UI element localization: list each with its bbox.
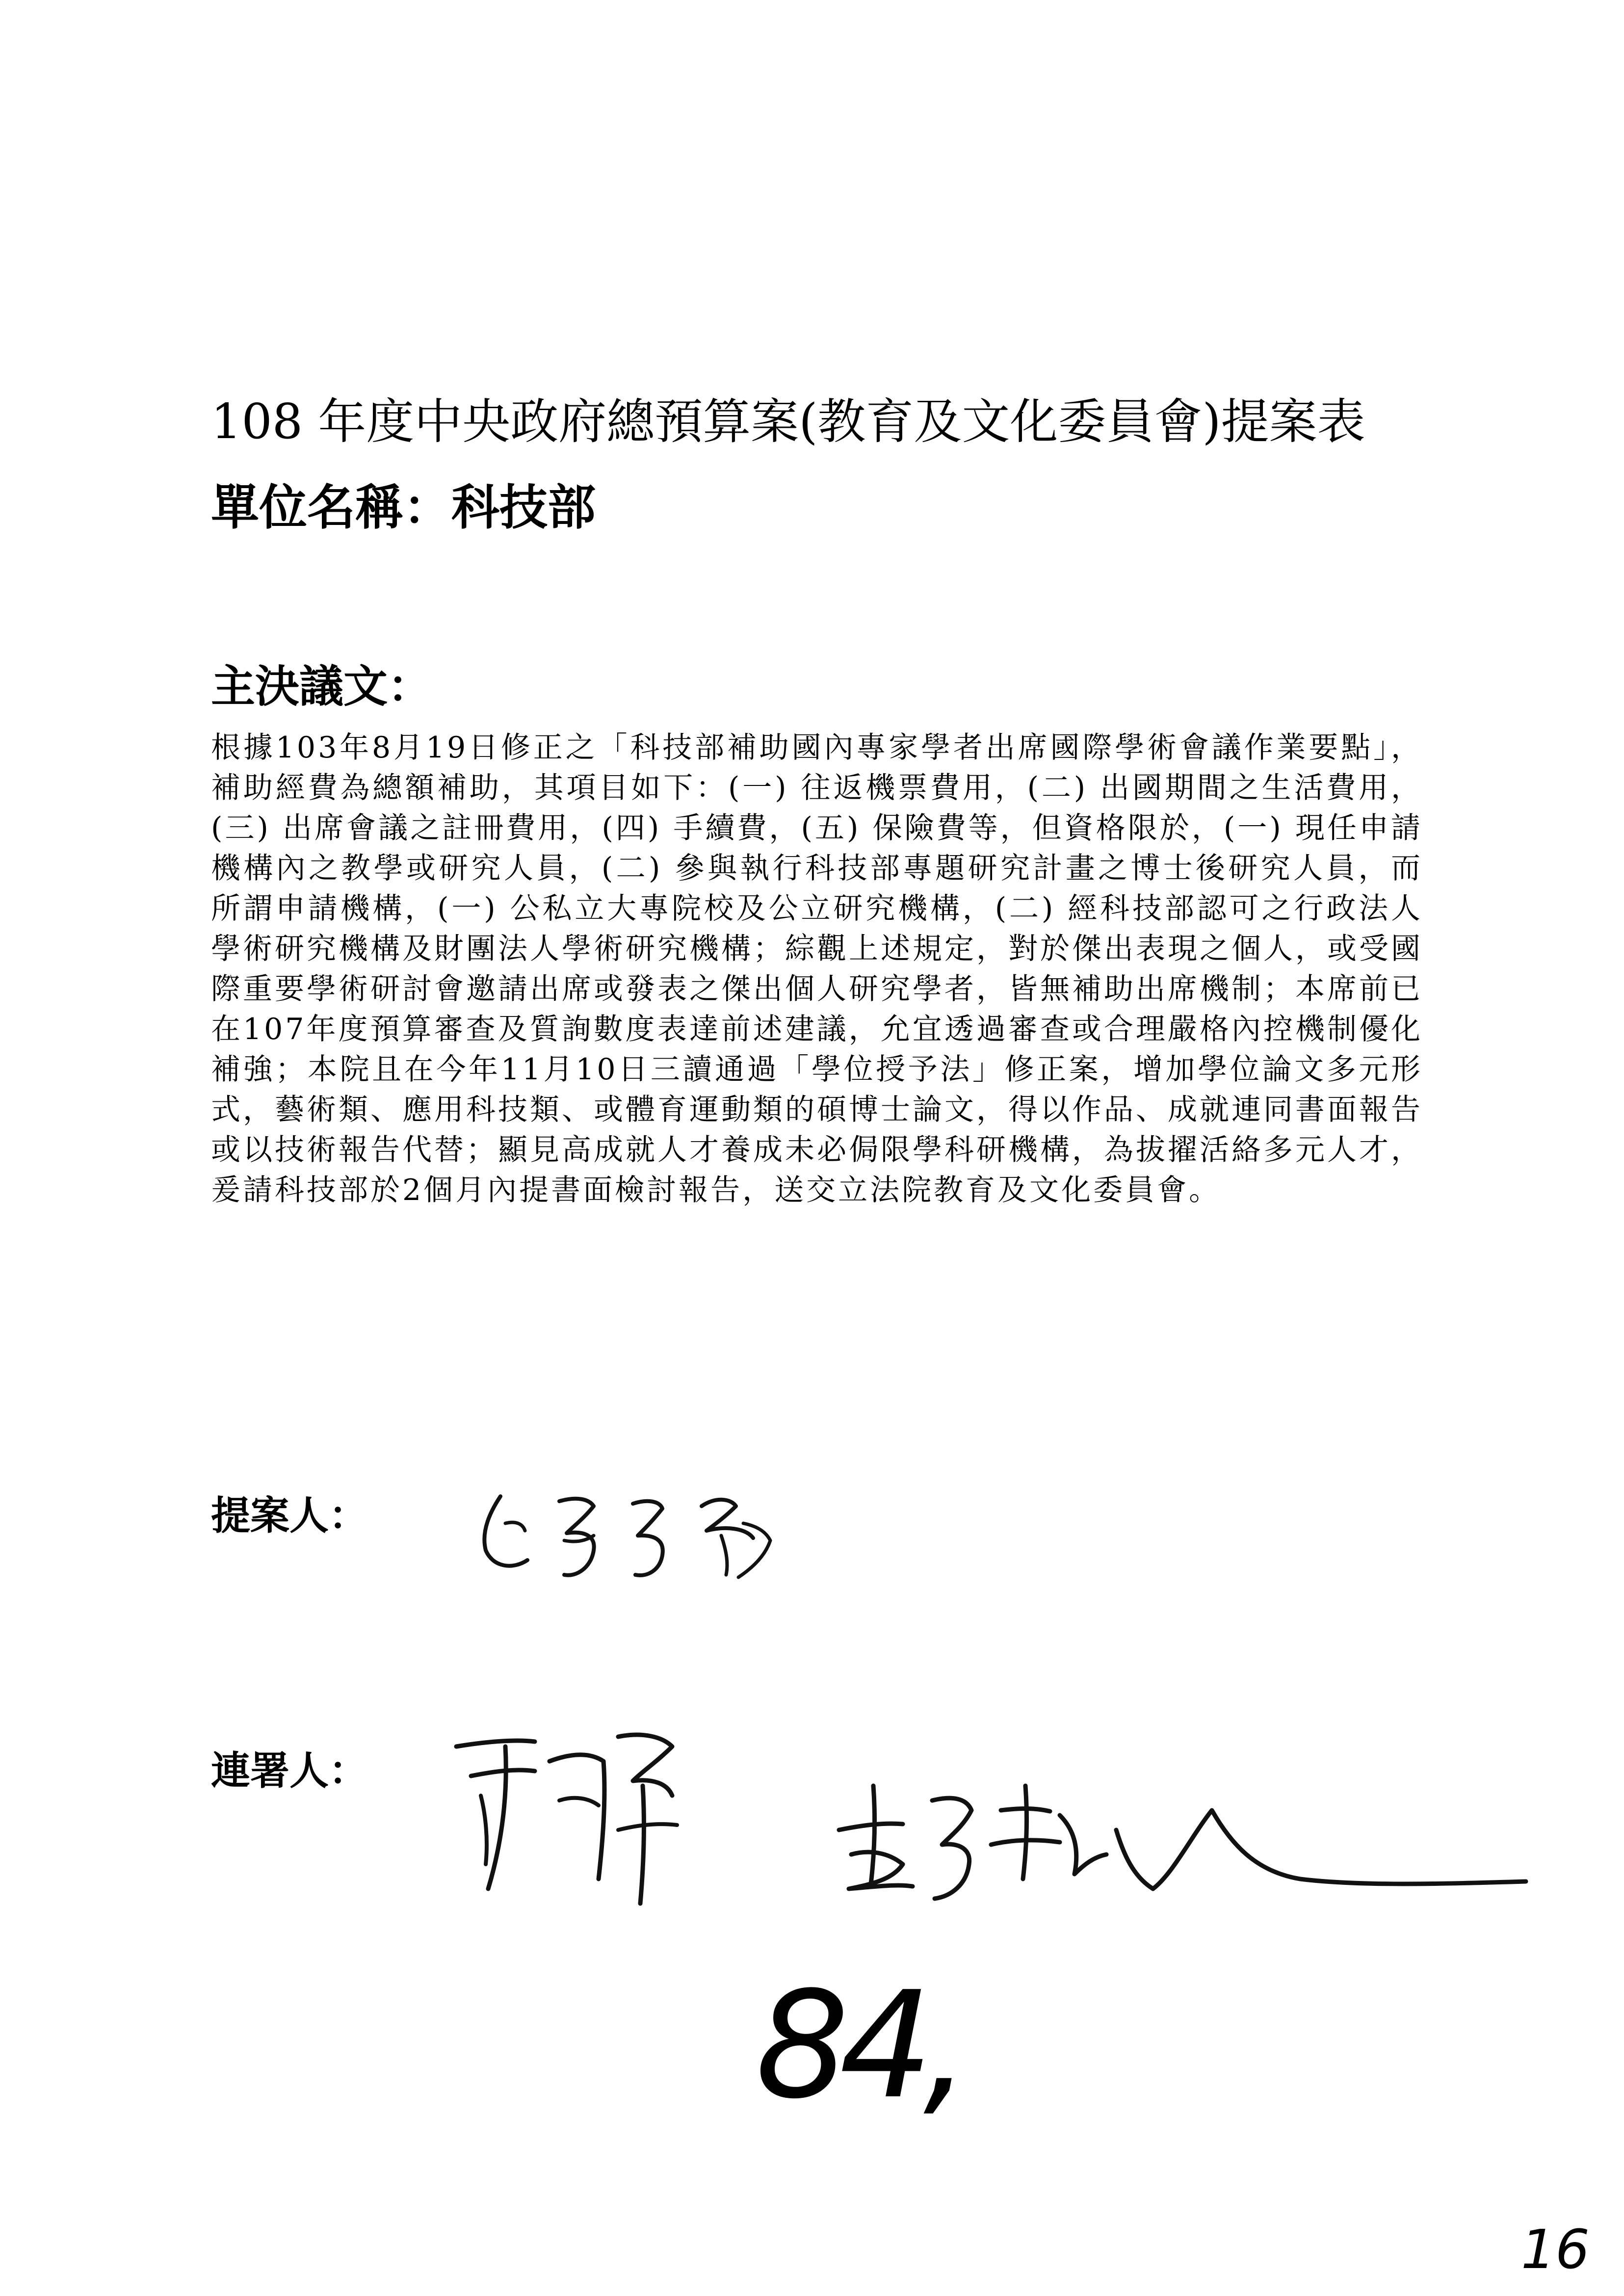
page-number: 16 <box>1521 2218 1590 2281</box>
proposer-signature <box>471 1477 824 1590</box>
unit-line <box>211 478 596 537</box>
cosigner-signature-2 <box>829 1766 1541 1928</box>
unit-name: 科技部 <box>451 480 596 536</box>
page-title: 108 年度中央政府總預算案(教育及文化委員會)提案表 <box>211 394 1365 450</box>
handwritten-number: 84, <box>756 1960 961 2131</box>
resolution-heading: 主決議文： <box>211 661 432 712</box>
cosigner-label: 連署人： <box>211 1748 368 1794</box>
resolution-paragraph: 根據103年8月19日修正之「科技部補助國內專家學者出席國際學術會議作業要點」，補助經費為總額補助，其項目如下：(一) 往返機票費用，(二) 出國期間之生活費用，(三) 出席會議之註冊費用，(四) 手續費，(五) 保險費等，但資格限於，(一) 現任申請機構內之教學或研究人員，(二) 參與執行科技部專題研究計畫之博士後研究人員，而所謂申請機構，(一) 公私立大專院校及公立研究機構，(二) 經科技部認可之行政法人學術研究機構及財團法人學術研究機構；綜觀上述規定，對於傑出表現之個人，或受國際重要學術研討會邀請出席或發表之傑出個人研究學者，皆無補助出席機制；本席前已在107年度預算審查及質詢數度表達前述建議，允宜透過審查或合理嚴格內控機制優化補強；本院且在今年11月10日三讀通過「學位授予法」修正案，增加學位論文多元形式，藝術類、應用科技類、或體育運動類的碩博士論文，得以作品、成就連同書面報告或以技術報告代替；顯見高成就人才養成未必侷限學科研機構，為拔擢活絡多元人才，爰請科技部於2個月內提書面檢討報告，送交立法院教育及文化委員會。 <box>211 731 1423 1207</box>
cosigner-signature-1 <box>442 1717 716 1923</box>
unit-label: 單位名稱： <box>211 480 452 536</box>
proposer-label: 提案人： <box>211 1493 368 1539</box>
resolution-body <box>211 728 1423 1210</box>
